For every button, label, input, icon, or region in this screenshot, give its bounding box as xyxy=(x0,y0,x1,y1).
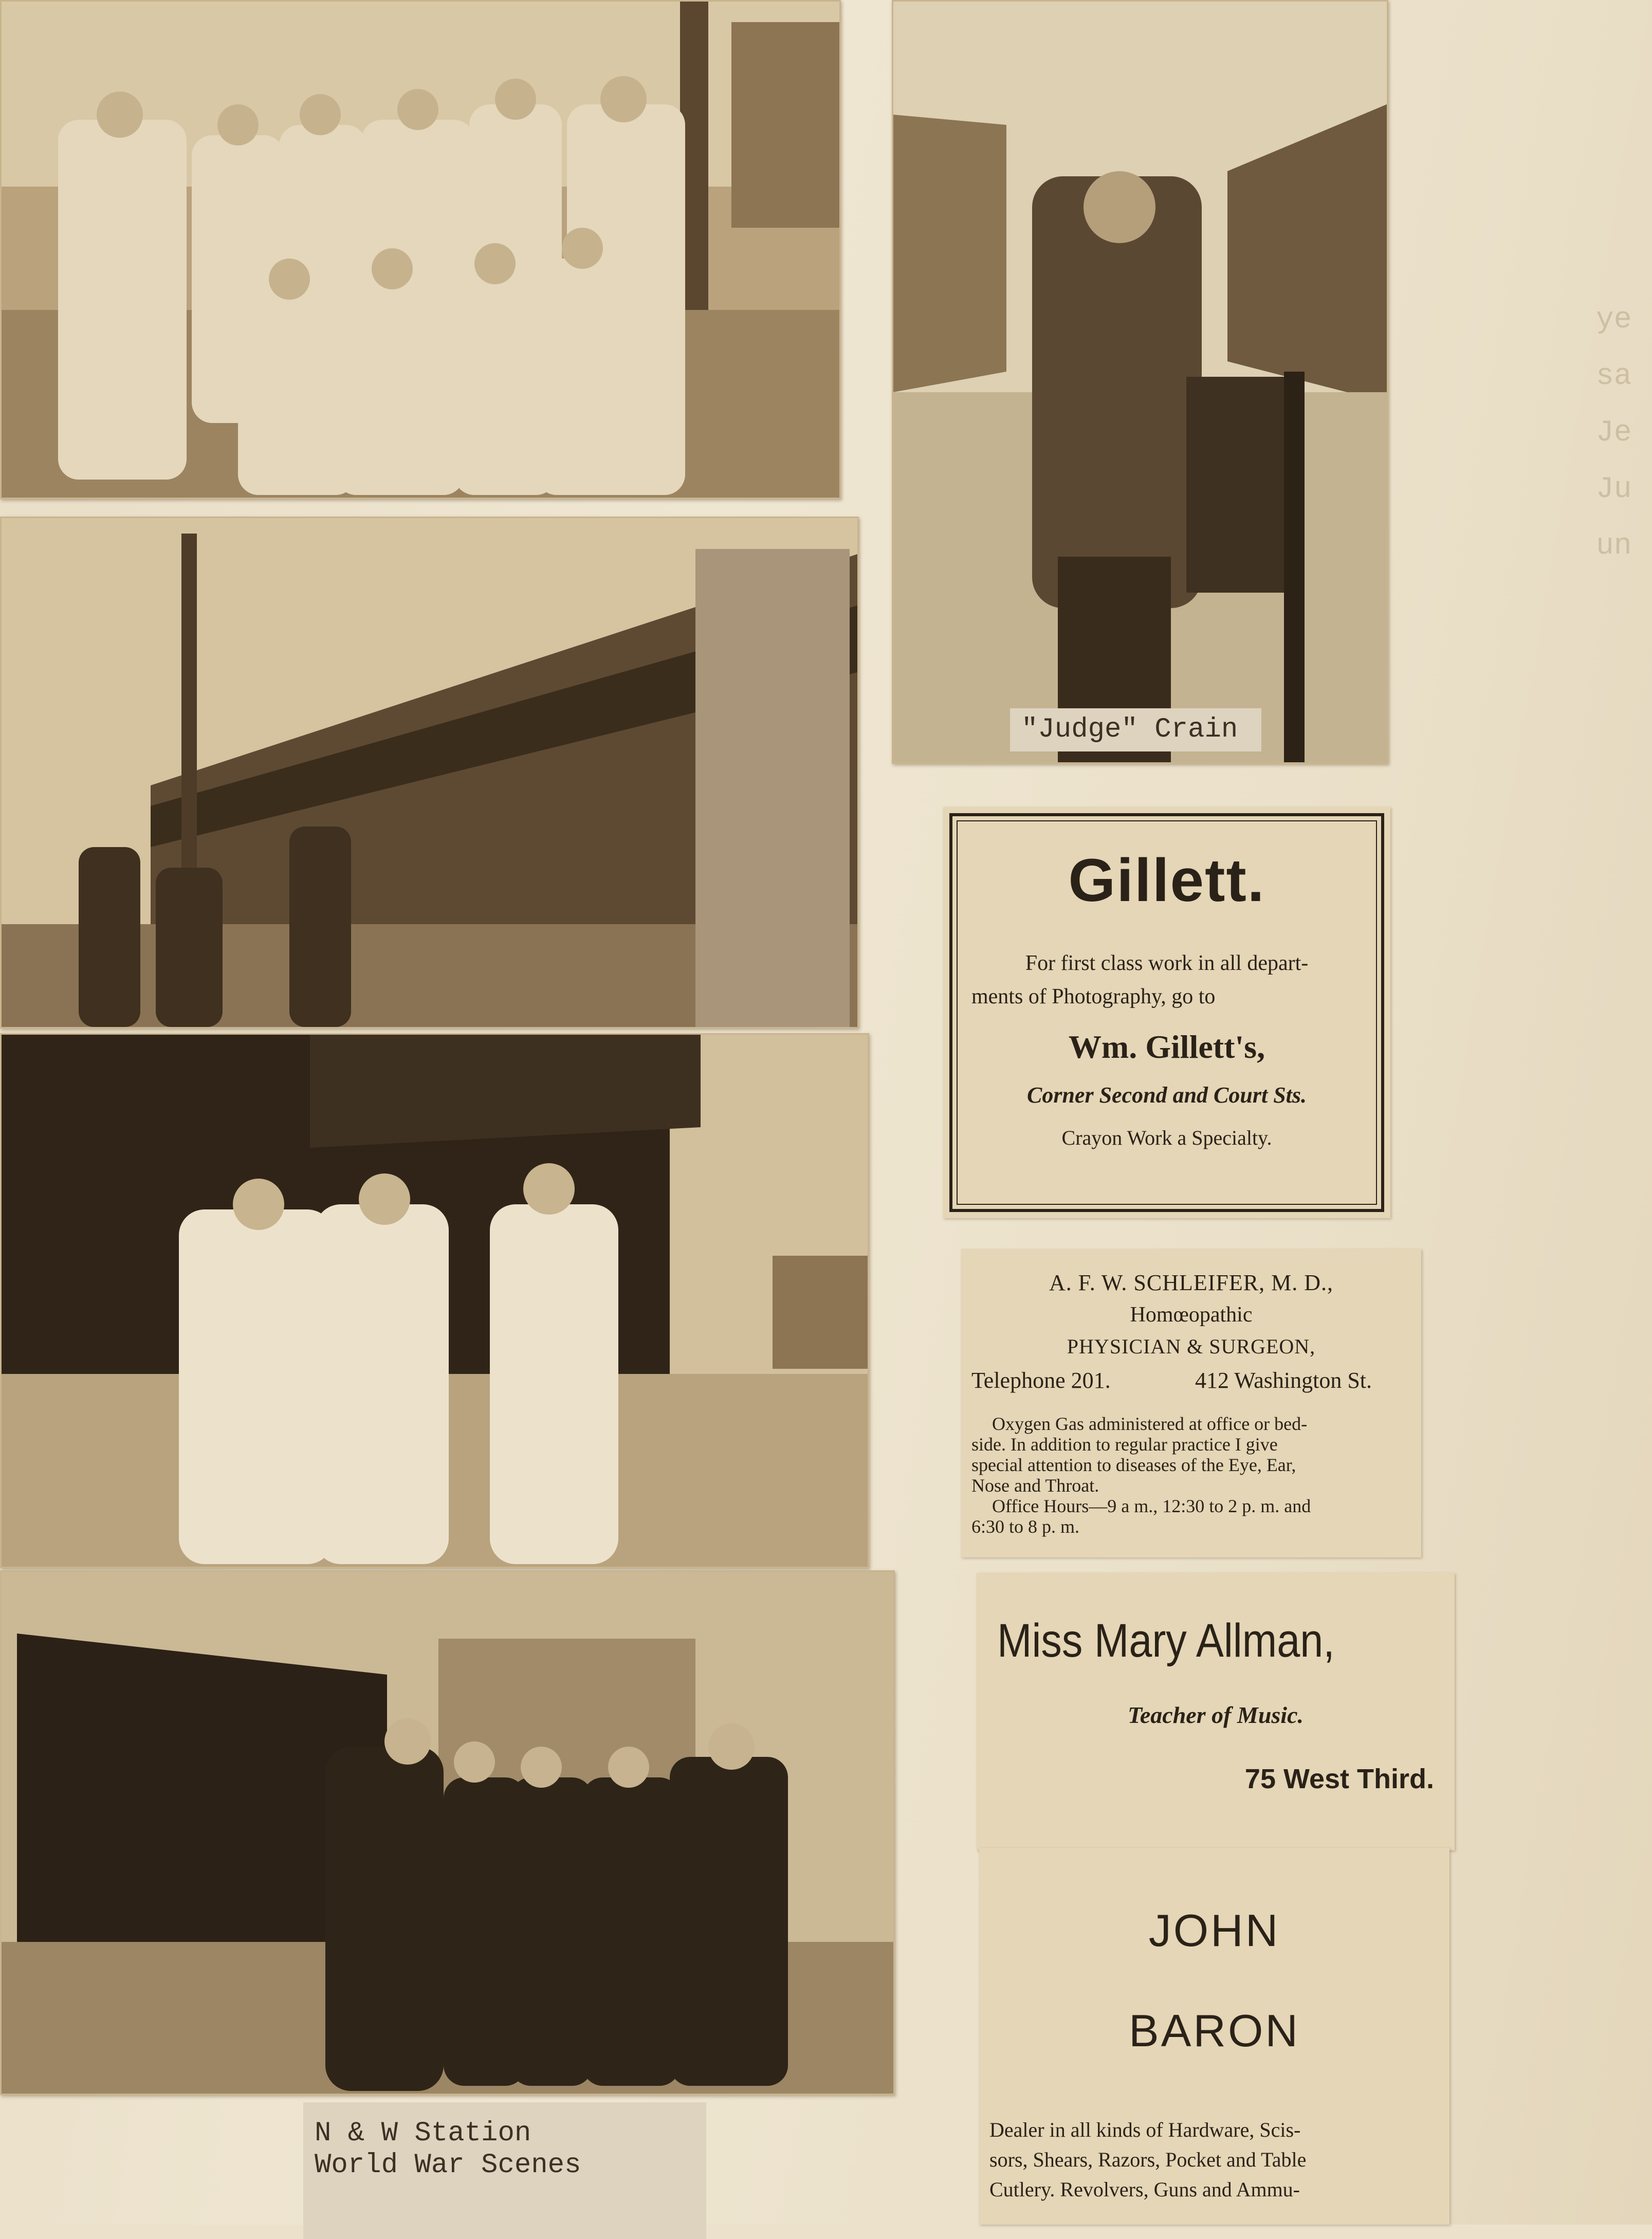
photo-group-by-car xyxy=(0,1570,895,2095)
ad-baron xyxy=(979,1848,1449,2225)
schleifer-body-line: Oxygen Gas administered at office or bed- xyxy=(992,1414,1308,1434)
gillett-line2: ments of Photography, go to xyxy=(971,985,1216,1008)
photo-judge-crain xyxy=(892,0,1388,764)
baron-body-line: Dealer in all kinds of Hardware, Scis- xyxy=(989,2118,1301,2141)
gillett-name: Gillett. xyxy=(1068,847,1265,914)
baron-body xyxy=(989,2115,1306,2205)
caption-station-line2: World War Scenes xyxy=(315,2150,581,2181)
baron-body-line: sors, Shears, Razors, Pocket and Table xyxy=(989,2148,1307,2171)
ad-gillett xyxy=(943,807,1390,1218)
schleifer-address: 412 Washington St. xyxy=(1195,1368,1372,1393)
allman-title: Teacher of Music. xyxy=(1127,1702,1304,1728)
schleifer-practice: Homœopathic xyxy=(1130,1303,1253,1327)
ad-schleifer xyxy=(961,1249,1421,1557)
ad-allman xyxy=(977,1573,1455,1850)
schleifer-hours-line: 6:30 to 8 p. m. xyxy=(971,1516,1080,1537)
gillett-line1: For first class work in all depart- xyxy=(1025,951,1309,975)
photo-troop-train xyxy=(0,517,859,1029)
gillett-specialty: Crayon Work a Specialty. xyxy=(1061,1126,1272,1149)
caption-station-line1: N & W Station xyxy=(315,2118,531,2149)
scrapbook-page: ye sa Je Ju un "Judge" Crain N & W Station World War Scenes Gillett. For first class work in all depart- ments of Photography, go to Wm. Gillett's, Corner Second and Court Sts. Crayon Work a Specialty. A. F. W. SCHLEIFER, M. D., Homœopathic PHYSICIAN & SURGEON, Telephone 201. 412 Washington St. Oxygen Gas administered at office or bed- side. In addition to regular practice I give special attention to diseases of the Eye, Ear, Nose and Throat. Office Hours—9 a m., 12:30 to 2 p. m. and 6:30 to 8 p. m. Miss Mary Allman, Teacher of Music. 75 West Third. JOHN BARON Dealer in all kinds of Hardware, Scis- sors, Shears, Razors, Pocket and Table Cutlery. Revolvers, Guns and Ammu- xyxy=(0,0,1652,2225)
schleifer-name: A. F. W. SCHLEIFER, M. D., xyxy=(1049,1270,1333,1295)
allman-name: Miss Mary Allman, xyxy=(997,1614,1335,1667)
baron-last: BARON xyxy=(1129,2005,1300,2056)
schleifer-body-line: side. In addition to regular practice I give xyxy=(971,1434,1278,1455)
schleifer-body-line: special attention to diseases of the Eye, Ear, xyxy=(971,1455,1296,1475)
schleifer-hours-line: Office Hours—9 a m., 12:30 to 2 p. m. and xyxy=(992,1496,1311,1516)
schleifer-telephone: Telephone 201. xyxy=(971,1368,1111,1393)
schleifer-body-line: Nose and Throat. xyxy=(971,1475,1099,1496)
baron-first: JOHN xyxy=(1148,1905,1280,1956)
allman-address: 75 West Third. xyxy=(1244,1764,1434,1794)
caption-station xyxy=(303,2102,706,2239)
baron-body-line: Cutlery. Revolvers, Guns and Ammu- xyxy=(989,2178,1300,2201)
gillett-address: Corner Second and Court Sts. xyxy=(1026,1082,1307,1108)
schleifer-title: PHYSICIAN & SURGEON, xyxy=(1067,1335,1316,1358)
photo-nurses-group xyxy=(0,0,841,499)
schleifer-body xyxy=(971,1414,1311,1537)
caption-judge-crain: "Judge" Crain xyxy=(1010,708,1261,751)
photo-three-nurses xyxy=(0,1033,869,1568)
gillett-owner: Wm. Gillett's, xyxy=(1068,1029,1265,1065)
